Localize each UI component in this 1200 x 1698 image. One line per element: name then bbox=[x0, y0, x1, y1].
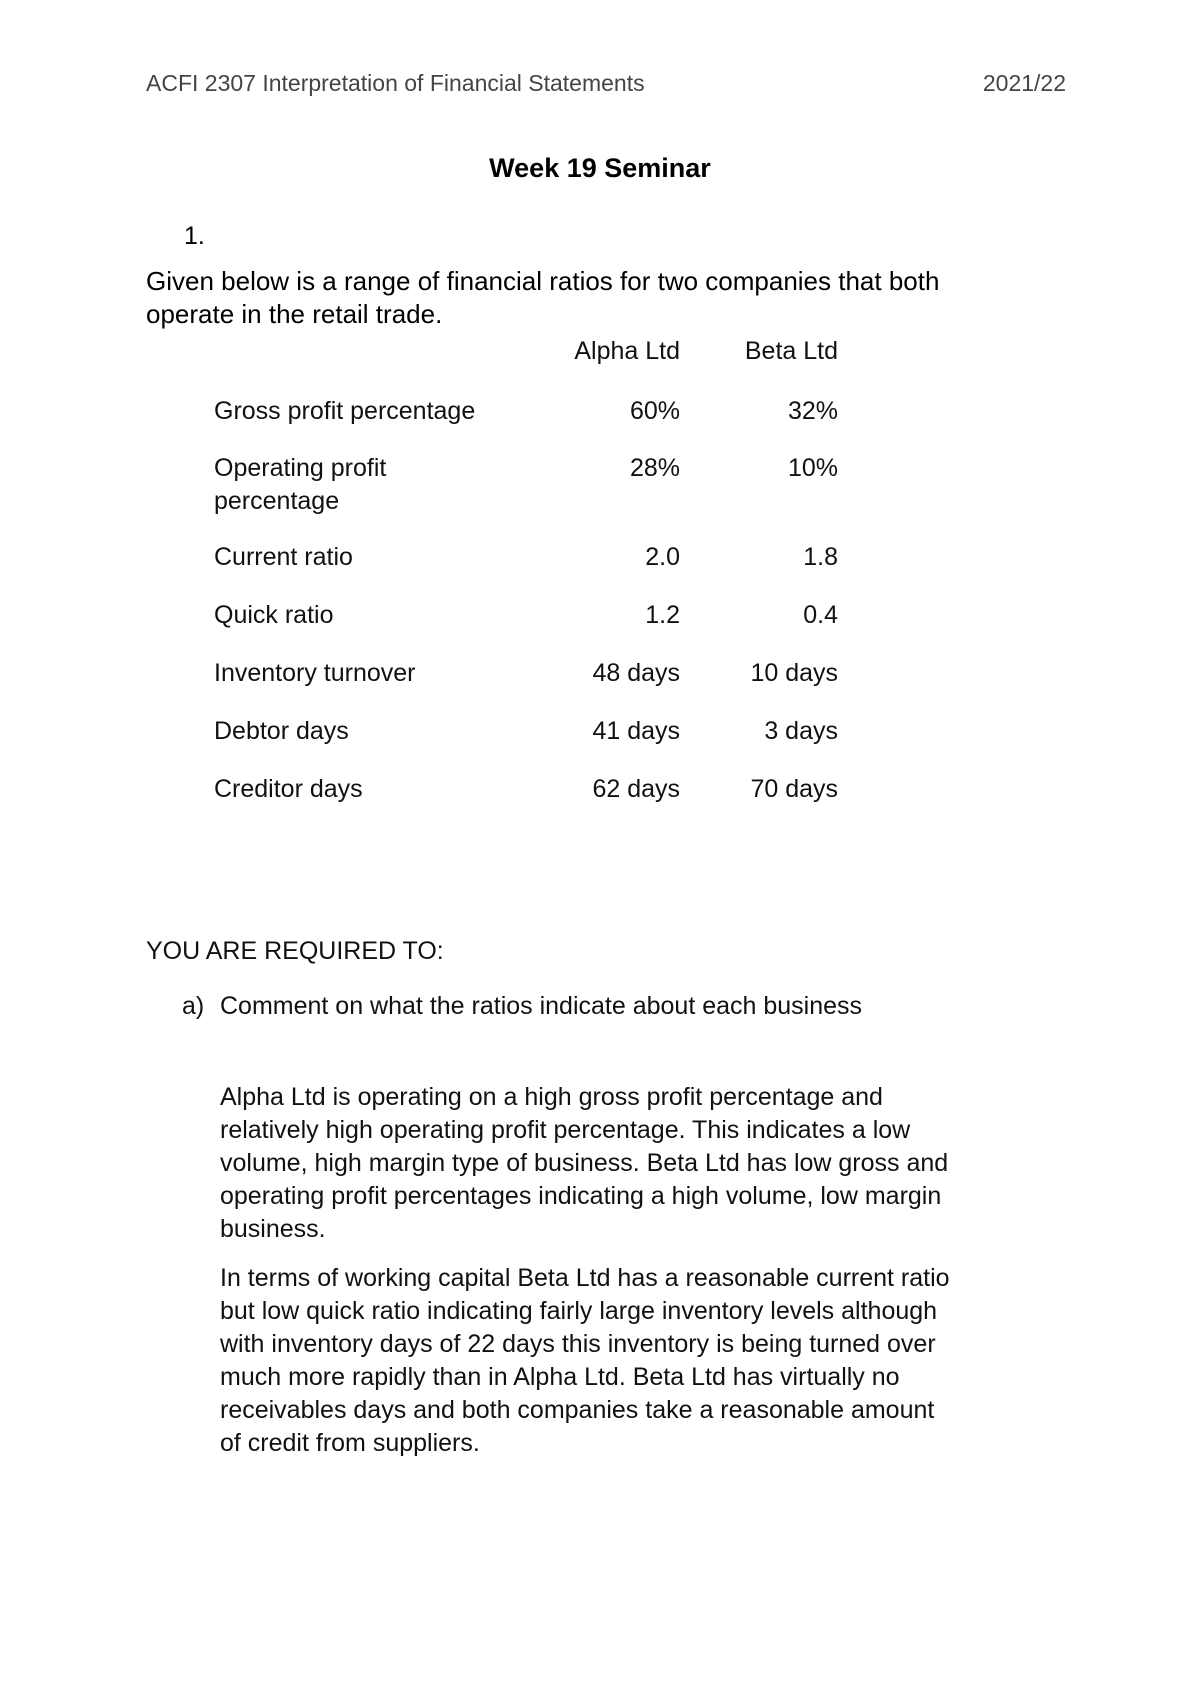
ratio-label bbox=[214, 452, 534, 518]
ratio-label bbox=[214, 541, 534, 574]
answer-line: volume, high margin type of business. Beta Ltd has low gross and bbox=[220, 1149, 949, 1177]
part-a bbox=[182, 992, 862, 1021]
ratio-label-line: Gross profit percentage bbox=[214, 397, 476, 425]
ratio-label bbox=[214, 599, 534, 632]
column-header-alpha: Alpha Ltd bbox=[574, 337, 680, 365]
column-header-beta: Beta Ltd bbox=[744, 337, 838, 365]
alpha-value: 60% bbox=[629, 397, 680, 425]
answer-line: of credit from suppliers. bbox=[220, 1429, 480, 1457]
answer-line: receivables days and both companies take a reasonable amount bbox=[220, 1396, 935, 1424]
alpha-value: 48 days bbox=[592, 659, 680, 687]
ratio-label-line: Current ratio bbox=[214, 543, 353, 571]
part-text: Comment on what the ratios indicate about each business bbox=[220, 992, 863, 1020]
ratio-label-line: percentage bbox=[214, 487, 340, 515]
answer-paragraph-1 bbox=[220, 1081, 1070, 1246]
answer-line: with inventory days of 22 days this inventory is being turned over bbox=[220, 1330, 936, 1358]
intro-line: Given below is a range of financial ratios for two companies that both bbox=[146, 266, 940, 296]
beta-value: 10 days bbox=[750, 659, 838, 687]
page-header bbox=[146, 70, 1066, 97]
alpha-value: 1.2 bbox=[645, 601, 680, 629]
ratio-label bbox=[214, 715, 534, 748]
answer-line: Alpha Ltd is operating on a high gross profit percentage and bbox=[220, 1083, 883, 1111]
answer-line: In terms of working capital Beta Ltd has a reasonable current ratio bbox=[220, 1264, 950, 1292]
question-number: 1. bbox=[184, 222, 205, 250]
alpha-value: 62 days bbox=[592, 775, 680, 803]
ratio-label-line: Debtor days bbox=[214, 717, 349, 745]
ratio-label bbox=[214, 395, 534, 428]
beta-value: 0.4 bbox=[803, 601, 838, 629]
alpha-value: 41 days bbox=[592, 717, 680, 745]
ratio-label-line: Inventory turnover bbox=[214, 659, 416, 687]
alpha-value: 28% bbox=[629, 454, 680, 482]
ratio-label-line: Operating profit bbox=[214, 454, 387, 482]
beta-value: 1.8 bbox=[803, 543, 838, 571]
ratio-label-line: Quick ratio bbox=[214, 601, 334, 629]
part-marker: a) bbox=[182, 992, 205, 1020]
course-title: ACFI 2307 Interpretation of Financial Statements bbox=[146, 70, 645, 96]
page-title: Week 19 Seminar bbox=[489, 153, 711, 183]
ratio-label-line: Creditor days bbox=[214, 775, 363, 803]
required-heading: YOU ARE REQUIRED TO: bbox=[146, 937, 444, 965]
academic-year: 2021/22 bbox=[982, 70, 1066, 96]
beta-value: 70 days bbox=[750, 775, 838, 803]
intro-line: operate in the retail trade. bbox=[146, 299, 443, 329]
ratio-label bbox=[214, 657, 534, 690]
answer-line: much more rapidly than in Alpha Ltd. Beta Ltd has virtually no bbox=[220, 1363, 900, 1391]
answer-line: business. bbox=[220, 1215, 326, 1243]
alpha-value: 2.0 bbox=[645, 543, 680, 571]
question-intro bbox=[146, 265, 1066, 331]
answer-line: relatively high operating profit percentage. This indicates a low bbox=[220, 1116, 911, 1144]
beta-value: 32% bbox=[787, 397, 838, 425]
answer-line: operating profit percentages indicating a high volume, low margin bbox=[220, 1182, 942, 1210]
answer-paragraph-2 bbox=[220, 1262, 1070, 1460]
beta-value: 3 days bbox=[764, 717, 838, 745]
answer-line: but low quick ratio indicating fairly large inventory levels although bbox=[220, 1297, 938, 1325]
ratio-label bbox=[214, 773, 534, 806]
beta-value: 10% bbox=[787, 454, 838, 482]
